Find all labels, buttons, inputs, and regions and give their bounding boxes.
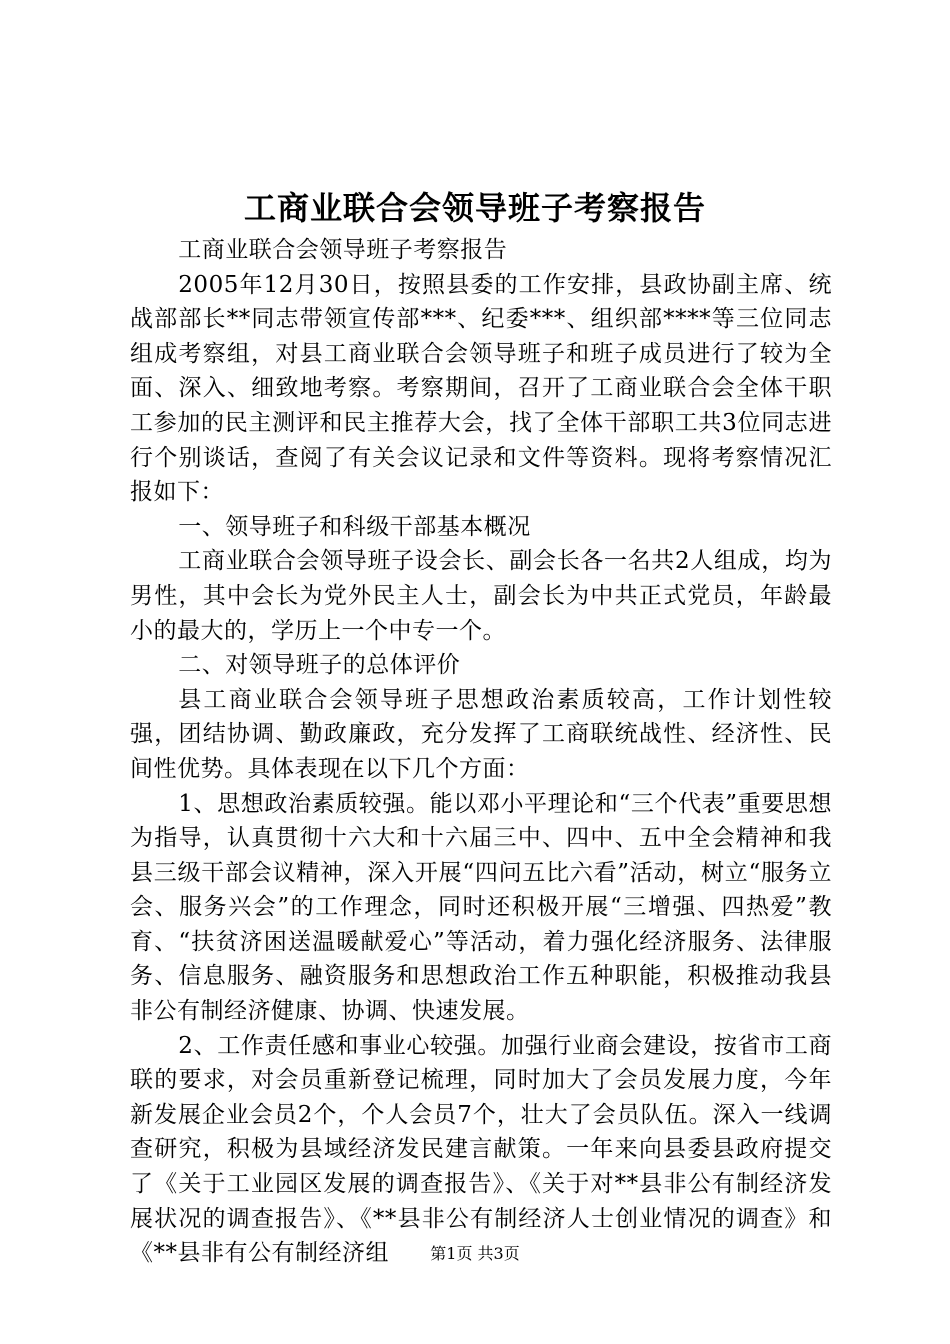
- page-number-footer: 第1页 共3页: [430, 1244, 520, 1263]
- paragraph-point-1: 1、思想政治素质较强。能以邓小平理论和“三个代表”重要思想为指导，认真贯彻十六大和十六届三中、四中、五中全会精神和我县三级干部会议精神，深入开展“四问五比六看”活动，树立“服务立会、服务兴会”的工作理念，同时还积极开展“三增强、四热爱”教育、“扶贫济困送温暖献爱心”等活动，着力强化经济服务、法律服务、信息服务、融资服务和思想政治工作五种职能，积极推动我县非公有制经济健康、协调、快速发展。: [130, 790, 832, 1025]
- document-body: [130, 233, 832, 1271]
- paragraph-intro: 2005年12月30日，按照县委的工作安排，县政协副主席、统战部部长**同志带领宣传部***、纪委***、组织部****等三位同志组成考察组，对县工商业联合会领导班子和班子成员进行了较为全面、深入、细致地考察。考察期间，召开了工商业联合会全体干职工参加的民主测评和民主推荐大会，找了全体干部职工共3位同志进行个别谈话，查阅了有关会议记录和文件等资料。现将考察情况汇报如下：: [130, 271, 832, 506]
- paragraph-subtitle: 工商业联合会领导班子考察报告: [178, 237, 508, 263]
- document-title: 工商业联合会领导班子考察报告: [243, 189, 706, 227]
- paragraph-overview: 工商业联合会领导班子设会长、副会长各一名共2人组成，均为男性，其中会长为党外民主人士，副会长为中共正式党员，年龄最小的最大的，学历上一个中专一个。: [130, 548, 832, 644]
- section-heading-1: 一、领导班子和科级干部基本概况: [178, 513, 531, 540]
- paragraph-point-2: 2、工作责任感和事业心较强。加强行业商会建设，按省市工商联的要求，对会员重新登记梳理，同时加大了会员发展力度，今年新发展企业会员2个，个人会员7个，壮大了会员队伍。深入一线调查研究，积极为县域经济发民建言献策。一年来向县委县政府提交了《关于工业园区发展的调查报告》、《关于对**县非公有制经济发展状况的调查报告》、《**县非公有制经济人士创业情况的调查》和《**县非有公有制经济组: [130, 1032, 832, 1267]
- paragraph-evaluation: 县工商业联合会领导班子思想政治素质较高，工作计划性较强，团结协调、勤政廉政，充分发挥了工商联统战性、经济性、民间性优势。具体表现在以下几个方面：: [130, 686, 832, 782]
- section-heading-2: 二、对领导班子的总体评价: [178, 652, 461, 679]
